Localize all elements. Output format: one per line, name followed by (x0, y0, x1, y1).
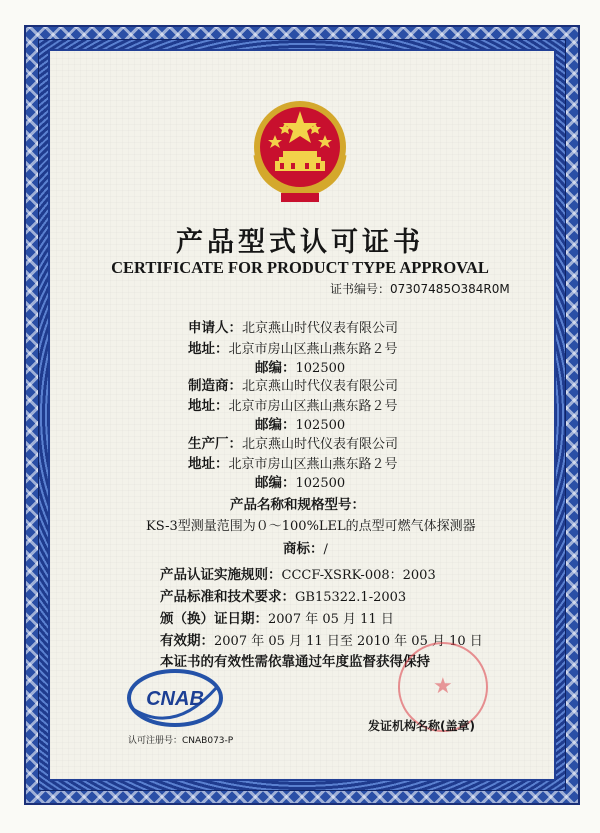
applicant-address-row (188, 337, 398, 357)
validity-label: 有效期： (160, 633, 214, 649)
product-heading: 产品名称和规格型号： (230, 497, 365, 513)
product-name: KS-3型测量范围为０～100%LEL的点型可燃气体探测器 (146, 519, 476, 534)
cnab-logo-icon (125, 665, 225, 731)
manufacturer-postcode-value: 102500 (295, 418, 346, 433)
certificate-title-english: CERTIFICATE FOR PRODUCT TYPE APPROVAL (111, 258, 489, 277)
certification-rule-label: 产品认证实施规则： (160, 567, 282, 583)
manufacturer-row (188, 374, 398, 394)
applicant-address-label: 地址： (188, 341, 229, 357)
issue-date-row (160, 607, 394, 627)
issue-date-label: 颁（换）证日期： (160, 611, 268, 627)
certificate-number: 证书编号：07307485O384R0M (330, 282, 510, 296)
standard-label: 产品标准和技术要求： (160, 589, 295, 605)
manufacturer-address-label: 地址： (188, 398, 229, 414)
certification-rule-value: CCCF-XSRK-008：2003 (281, 568, 436, 583)
factory-address-value: 北京市房山区燕山燕东路２号 (228, 457, 398, 472)
national-emblem-icon (247, 95, 353, 207)
certification-rule-row (160, 563, 436, 583)
factory-address-row (188, 452, 398, 472)
issue-date-value: 2007 年 05 月 11 日 (268, 612, 394, 627)
factory-value: 北京燕山时代仪表有限公司 (242, 437, 399, 452)
factory-postcode-row (255, 471, 345, 491)
accreditation-number: 认可注册号：CNAB073-P (128, 736, 234, 746)
applicant-value: 北京燕山时代仪表有限公司 (242, 321, 399, 336)
issuing-authority: 发证机构名称(盖章) (368, 719, 475, 733)
applicant-row (188, 316, 398, 336)
seal-star-icon: ★ (433, 674, 453, 699)
applicant-label: 申请人： (188, 320, 242, 336)
certificate-title: 产品型式认可证书 (176, 227, 424, 258)
factory-label: 生产厂： (188, 436, 242, 452)
trademark-row (283, 537, 328, 557)
standard-row (160, 585, 406, 605)
factory-postcode-label: 邮编： (255, 475, 296, 491)
applicant-postcode-row (255, 356, 345, 376)
manufacturer-postcode-row (255, 413, 345, 433)
factory-address-label: 地址： (188, 456, 229, 472)
manufacturer-value: 北京燕山时代仪表有限公司 (242, 379, 399, 394)
manufacturer-postcode-label: 邮编： (255, 417, 296, 433)
factory-row (188, 432, 398, 452)
validity-value: 2007 年 05 月 11 日至 2010 年 05 月 10 日 (214, 634, 483, 649)
standard-value: GB15322.1-2003 (295, 590, 407, 605)
manufacturer-address-row (188, 394, 398, 414)
applicant-postcode-value: 102500 (295, 361, 346, 376)
trademark-label: 商标： (283, 541, 324, 557)
applicant-postcode-label: 邮编： (255, 360, 296, 376)
factory-postcode-value: 102500 (295, 476, 346, 491)
manufacturer-label: 制造商： (188, 378, 242, 394)
trademark-value: / (323, 542, 328, 557)
cnab-logo-text: CNAB (146, 688, 204, 710)
applicant-address-value: 北京市房山区燕山燕东路２号 (228, 342, 398, 357)
validity-note: 本证书的有效性需依靠通过年度监督获得保持 (160, 654, 430, 670)
manufacturer-address-value: 北京市房山区燕山燕东路２号 (228, 399, 398, 414)
